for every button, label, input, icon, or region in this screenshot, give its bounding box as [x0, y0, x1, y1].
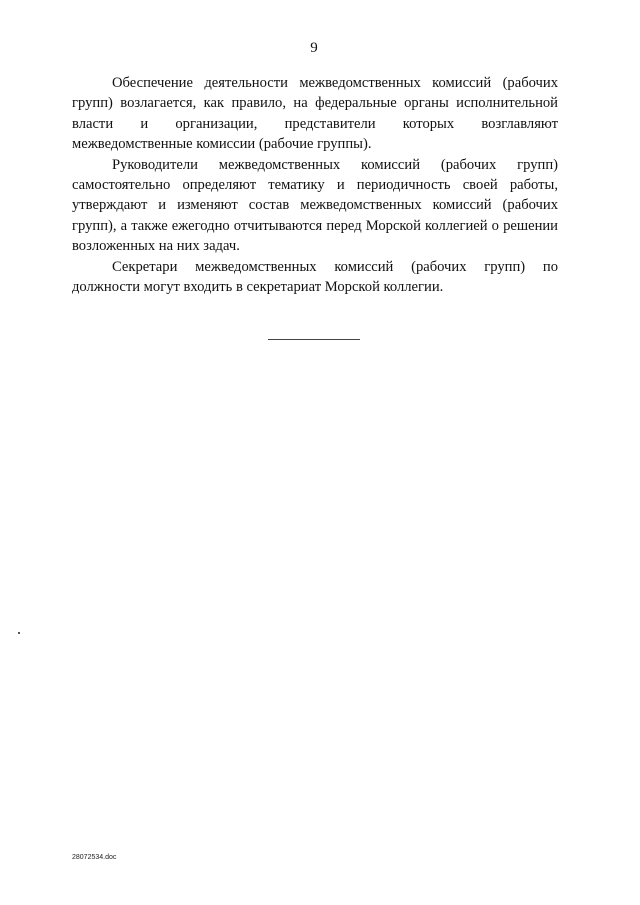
document-body	[72, 73, 558, 297]
margin-dot	[18, 632, 20, 634]
paragraph-commission-secretaries: Секретари межведомственных комиссий (рабочих групп) по должности могут входить в секретариат Морской коллегии.	[72, 258, 558, 296]
paragraph-commission-heads: Руководители межведомственных комиссий (рабочих групп) самостоятельно определяют тематику и периодичность своей работы, утверждают и изменяют состав межведомственных комиссий (рабочих групп), а также ежегодно отчитываются перед Морской коллегией о решении возложенных на них задач.	[72, 156, 558, 255]
paragraph-commission-support: Обеспечение деятельности межведомственных комиссий (рабочих групп) возлагается, как правило, на федеральные органы исполнительной власти и организации, представители которых возглавляют межведомственные комиссии (рабочие группы).	[72, 75, 558, 153]
end-separator-line	[268, 339, 360, 340]
page-number: 9	[310, 40, 318, 56]
footer-file-name: 28072534.doc	[72, 854, 117, 861]
